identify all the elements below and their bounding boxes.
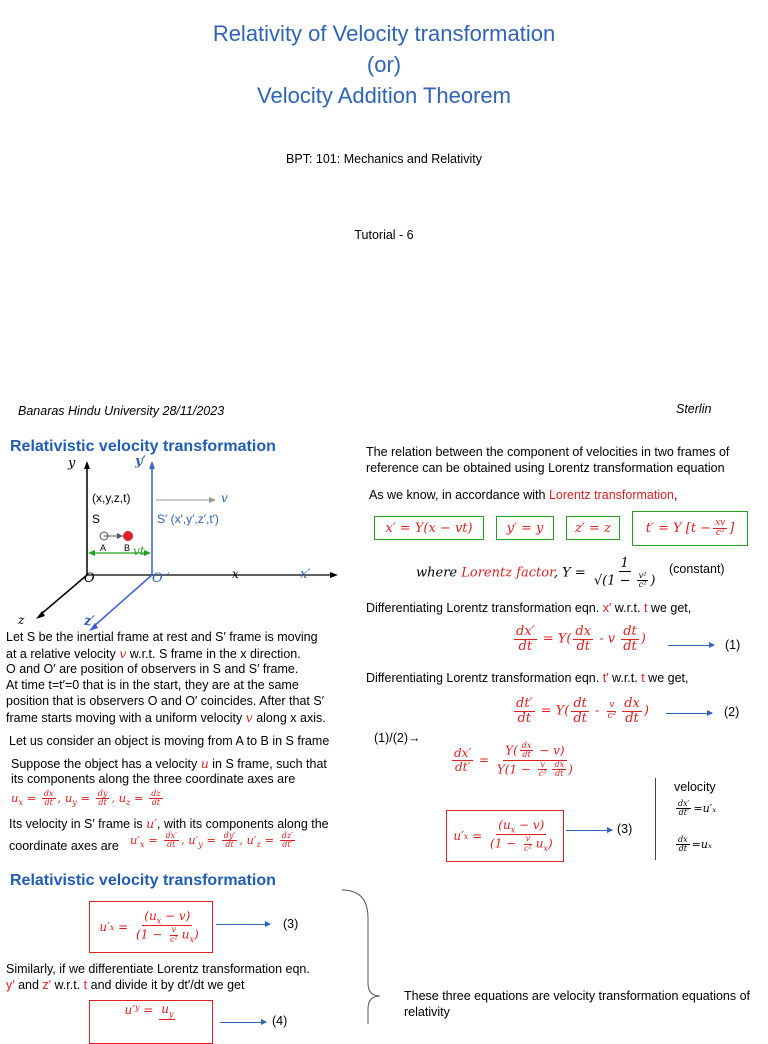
velocity-label: velocity xyxy=(674,780,716,794)
s-prime-frame-components: $u'_x$ = $\frac{dx'}{dt}$ , $u'_y$ = $\frac{dy'}{dt}$ , $u'_z$ = $\frac{dz'}{dt'}$ xyxy=(130,831,293,850)
point-a-label: A xyxy=(100,543,107,553)
origin-o-label: O xyxy=(84,571,95,586)
axis-x-prime-label: x′ xyxy=(300,567,311,582)
coords-s-label: (x,y,z,t) xyxy=(92,491,131,505)
text-line: position that is observers O and O′ coincides. After that S′ xyxy=(6,694,325,708)
arrow-icon xyxy=(216,924,270,925)
origin-o-prime-label: O ′ xyxy=(152,571,170,586)
arrow-icon xyxy=(666,713,712,714)
ratio-equation: $\frac{dx'}{dt'}$ = Υ( $\frac{dx}{dt}$ − v) Υ(1 − $\frac{v}{\text{c²}}$ $\frac{dx}{dt}$ ) xyxy=(454,741,573,779)
text-line: Let S be the inertial frame at rest and S′ frame is moving xyxy=(6,630,318,644)
ux-definition: $\frac{dx}{dt}$ =uₓ xyxy=(678,835,712,854)
vt-label: vt xyxy=(133,544,145,558)
section-heading: Relativistic velocity transformation xyxy=(10,438,276,455)
equation-4-box: u′ y = $u_y$ xyxy=(89,1000,213,1044)
as-we-know-line: As we know, in accordance with Lorentz transformation, xyxy=(369,488,678,502)
axis-y-prime-label: y′ xyxy=(135,454,146,469)
frames-diagram xyxy=(0,455,360,635)
text-line: its components along the three coordinate axes are xyxy=(11,772,296,786)
axis-x-label: x xyxy=(232,567,239,581)
point-b-label: B xyxy=(124,543,131,553)
text-line: At time t=t′=0 that is in the start, they are at the same xyxy=(6,678,299,692)
frame-s-prime-label: S′ (x′,y′,z′,t′) xyxy=(157,512,219,526)
text-line: coordinate axes are xyxy=(9,839,119,853)
diff-t-line: Differentiating Lorentz transformation eqn. t′ w.r.t. t we get, xyxy=(366,671,689,685)
arrow-icon xyxy=(668,645,714,646)
equation-2: $\frac{dt'}{dt}$ = Υ( $\frac{dt}{dt}$ - $\frac{v}{\text{c²}}$ $\frac{dx}{dt}$ ) xyxy=(516,696,649,726)
footer-university: Banaras Hindu University 28/11/2023 xyxy=(18,404,225,418)
text-line-frame: frame starts moving with a uniform velocity v along x axis. xyxy=(6,710,326,725)
ratio-label: (1)/(2)→ xyxy=(374,731,421,745)
arrow-icon xyxy=(220,1022,266,1023)
text-line-relvel: at a relative velocity v w.r.t. S frame in the x direction. xyxy=(6,646,301,661)
diff-x-line: Differentiating Lorentz transformation eqn. x′ w.r.t. t we get, xyxy=(366,601,692,615)
frame-s-label: S xyxy=(92,512,101,526)
lorentz-factor-definition: where Lorentz factor, Υ = 1 √(1 − $\frac{\text{v²}}{\text{c²}}$ ) xyxy=(416,556,656,590)
slide-title-line3: Velocity Addition Theorem xyxy=(257,83,511,108)
similarly-line2: y′ and z′ w.r.t. t and divide it by dt′/dt we get xyxy=(6,978,245,992)
lorentz-y-equation: y′ = y xyxy=(496,516,554,540)
course-name: BPT: 101: Mechanics and Relativity xyxy=(286,152,482,166)
section-heading: Relativistic velocity transformation xyxy=(10,872,276,889)
equation-2-number: (2) xyxy=(724,705,740,719)
axis-y-label: y xyxy=(68,456,76,471)
tutorial-label: Tutorial - 6 xyxy=(354,228,414,242)
equation-3-box: u′ x = $(u_x - v)$ (1 − $\frac{v}{\text{c²}}$ $u_x$) xyxy=(446,810,564,862)
axis-z-label: z xyxy=(18,613,25,627)
lorentz-z-equation: z′ = z xyxy=(566,516,620,540)
equation-3-repeat-box: u′ x = $(u_x - v)$ (1 − $\frac{v}{\text{c²}}$ $u_x$) xyxy=(89,901,213,953)
arrow-icon xyxy=(566,830,612,831)
text-line: O and O′ are position of observers in S and S′ frame. xyxy=(6,662,299,676)
equation-1-number: (1) xyxy=(725,638,741,652)
divider xyxy=(655,778,656,860)
equation-4-number: (4) xyxy=(272,1014,288,1028)
constant-label: (constant) xyxy=(669,562,725,576)
equation-3-repeat-number: (3) xyxy=(283,917,299,931)
similarly-line1: Similarly, if we differentiate Lorentz transformation eqn. xyxy=(6,962,310,976)
s-frame-components: $u_x$ = $\frac{dx}{dt}$ , $u_y$ = $\frac{dy}{dt}$ , $u_z$ = $\frac{dz}{dt}$ xyxy=(11,789,161,808)
velocity-transformation-note: These three equations are velocity transformation equations of relativity xyxy=(404,989,751,1019)
right-brace xyxy=(340,888,400,1024)
slide-title-line1: Relativity of Velocity transformation xyxy=(212,21,556,46)
footer-author: Sterlin xyxy=(676,402,712,416)
equation-1: $\frac{dx'}{dt}$ = Υ( $\frac{dx}{dt}$ - v $\frac{dt}{dt}$ ) xyxy=(516,624,646,654)
axis-z-prime-label: z′ xyxy=(84,614,95,629)
text-line-its: Its velocity in S′ frame is u′, with its components along the xyxy=(9,816,329,831)
slide-title-line2: (or) xyxy=(366,52,402,77)
equation-3-number: (3) xyxy=(617,822,633,836)
velocity-v-label: v xyxy=(221,491,228,505)
lorentz-x-equation: x′ = Υ(x − vt) xyxy=(374,516,484,540)
intro-paragraph: The relation between the component of velocities in two frames of reference can be obtained using Lorentz transformation equation xyxy=(366,445,730,475)
ux-prime-definition: $\frac{dx'}{dt'}$ =u′ₓ xyxy=(678,799,717,818)
text-line-suppose: Suppose the object has a velocity u in S frame, such that xyxy=(11,756,327,771)
lorentz-t-equation: t′ = Υ [t − $\frac{xv}{\text{c²}}$ ] xyxy=(632,511,748,546)
text-line: Let us consider an object is moving from A to B in S frame xyxy=(9,734,330,748)
